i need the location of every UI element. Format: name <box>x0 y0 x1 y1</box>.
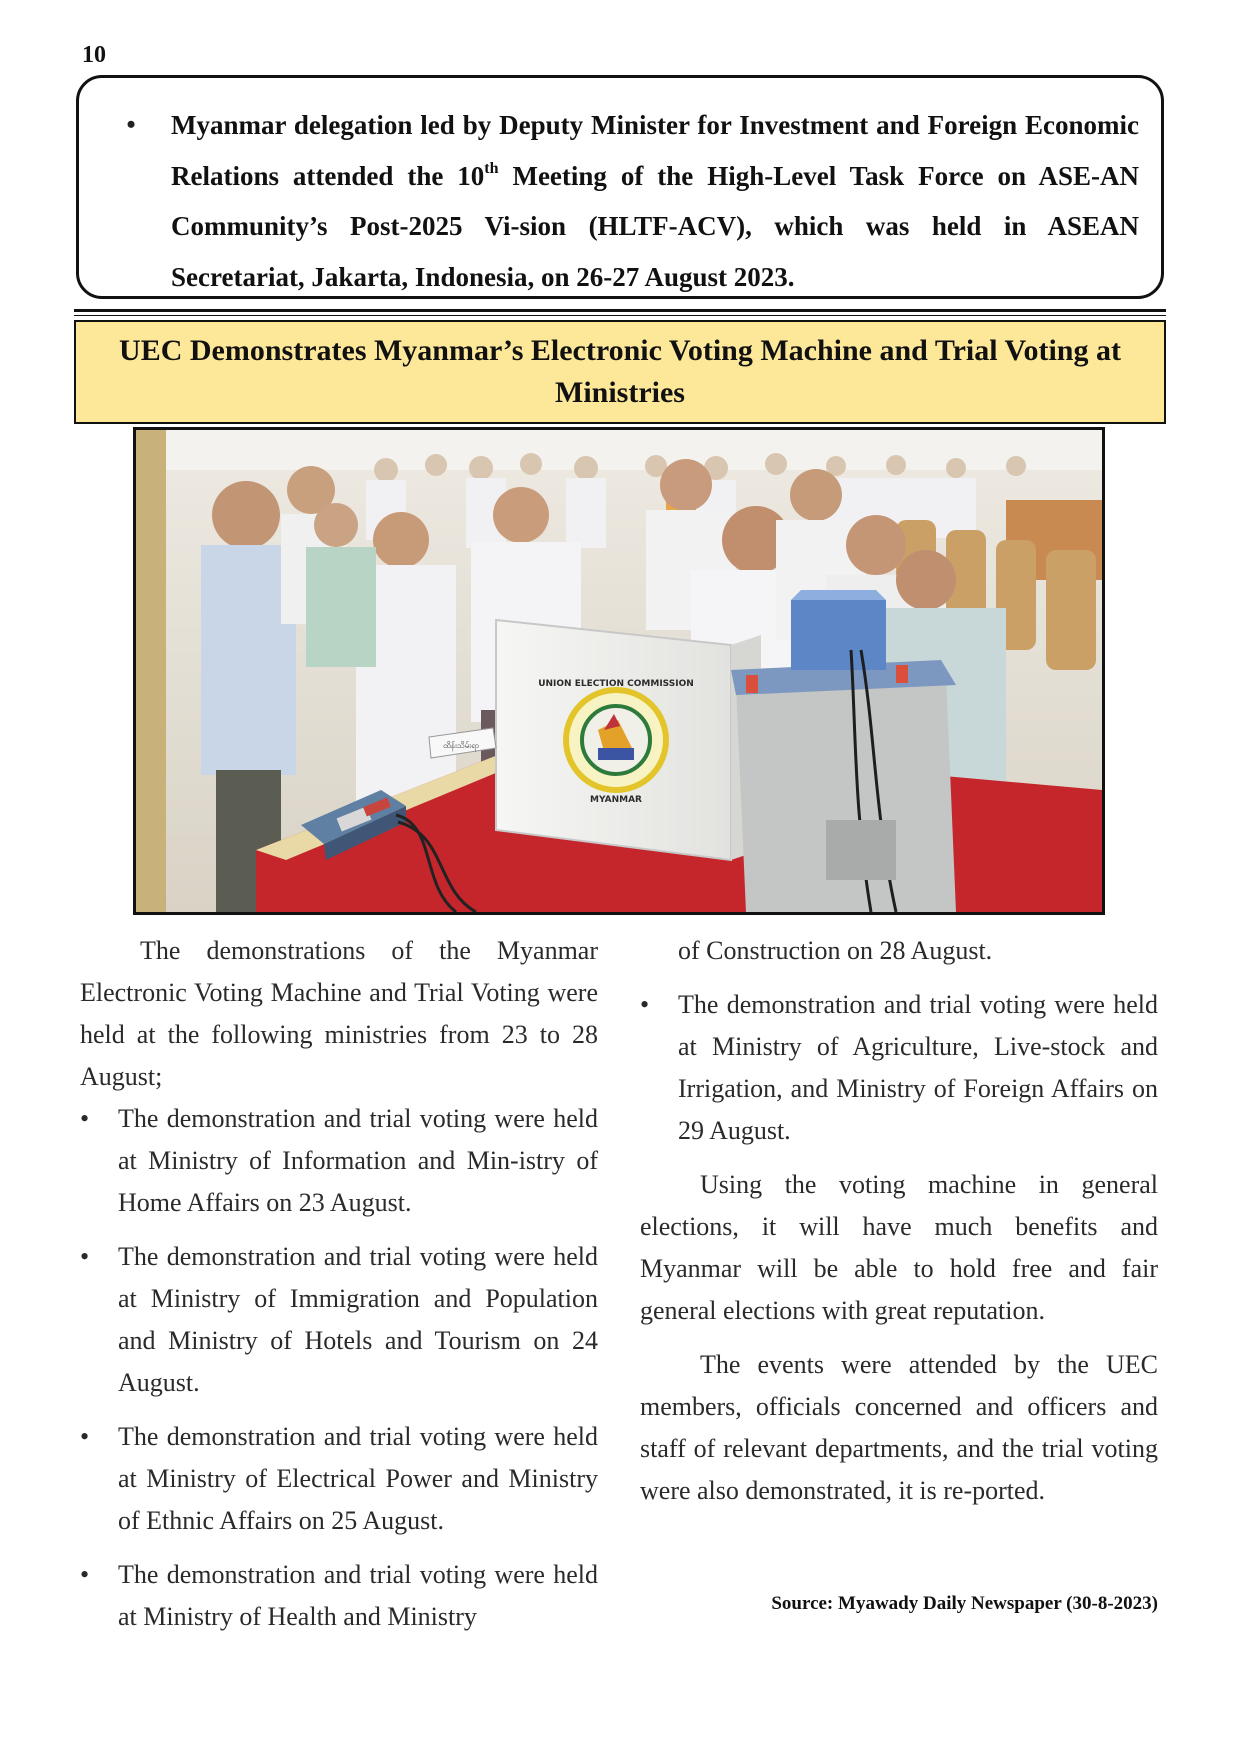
divider-thick <box>74 309 1166 312</box>
bullet-marker: • <box>126 110 136 139</box>
bullet-marker: • <box>80 1422 90 1451</box>
article-paragraph-benefits: Using the voting machine in general elections, it will have much benefits and Myanmar will be able to hold free and fair general elections with great reputation. <box>640 1170 1158 1325</box>
article-source: Source: Myawady Daily Newspaper (30-8-2023) <box>771 1593 1158 1614</box>
placard-text: ထိန်းသိမ်းရာ <box>442 741 480 750</box>
highlight-text <box>171 100 1139 302</box>
bullet-marker: • <box>80 1242 90 1271</box>
list-item <box>80 1236 598 1404</box>
article-headline: UEC Demonstrates Myanmar’s Electronic Voting Machine and Trial Voting at Ministries <box>119 334 1121 409</box>
list-item-text: The demonstration and trial voting were held at Ministry of Information and Min-istry of Home Affairs on 23 August. <box>118 1104 598 1217</box>
bullet-marker: • <box>80 1560 90 1589</box>
list-item <box>80 1416 598 1542</box>
emblem-bottom-text: MYANMAR <box>590 795 642 805</box>
list-item <box>80 1098 598 1224</box>
divider-thin <box>74 315 1166 316</box>
article-photo <box>133 427 1105 915</box>
list-item <box>80 1554 598 1638</box>
list-item-text: of Construction on 28 August. <box>678 936 993 965</box>
ordinal-superscript: th <box>484 159 499 177</box>
list-item-text: The demonstration and trial voting were held at Ministry of Electrical Power and Ministry of Ethnic Affairs on 25 August. <box>118 1422 598 1535</box>
article-paragraph-attendance: The events were attended by the UEC members, officials concerned and officers and staff of relevant departments, and the trial voting were also demonstrated, it is re-ported. <box>640 1350 1158 1505</box>
list-item-text: The demonstration and trial voting were held at Ministry of Immigration and Population and Ministry of Hotels and Tourism on 24 August. <box>118 1242 598 1397</box>
bullet-marker: • <box>640 990 650 1019</box>
list-item-text: The demonstration and trial voting were held at Ministry of Health and Ministry <box>118 1560 598 1631</box>
highlight-box <box>76 75 1164 299</box>
list-item-text: The demonstration and trial voting were held at Ministry of Agriculture, Live-stock and Irrigation, and Ministry of Foreign Affairs on 29 August. <box>678 990 1158 1145</box>
voting-demonstration-photo <box>136 430 1102 912</box>
bullet-marker: • <box>80 1104 90 1133</box>
highlight-text-part1: Myanmar delegation led by Deputy Minister for Investment and Foreign Economic Relations attended the 10 <box>171 110 1139 191</box>
highlight-text-part2: Meeting of the High-Level Task Force on ASE-AN Community’s Post-2025 Vi-sion (HLTF-ACV), which was held in ASEAN Secretariat, Jakarta, Indonesia, on 26-27 August 2023. <box>171 160 1139 292</box>
headline-box <box>74 320 1166 424</box>
list-item <box>640 984 1158 1152</box>
article-column-left <box>80 930 598 1650</box>
article-intro: The demonstrations of the Myanmar Electronic Voting Machine and Trial Voting were held at the following ministries from 23 to 28 August; <box>80 936 598 1091</box>
emblem-top-text: UNION ELECTION COMMISSION <box>538 679 694 689</box>
list-item-continuation <box>640 930 1158 972</box>
page-number: 10 <box>82 42 106 68</box>
article-column-right <box>640 930 1158 1512</box>
